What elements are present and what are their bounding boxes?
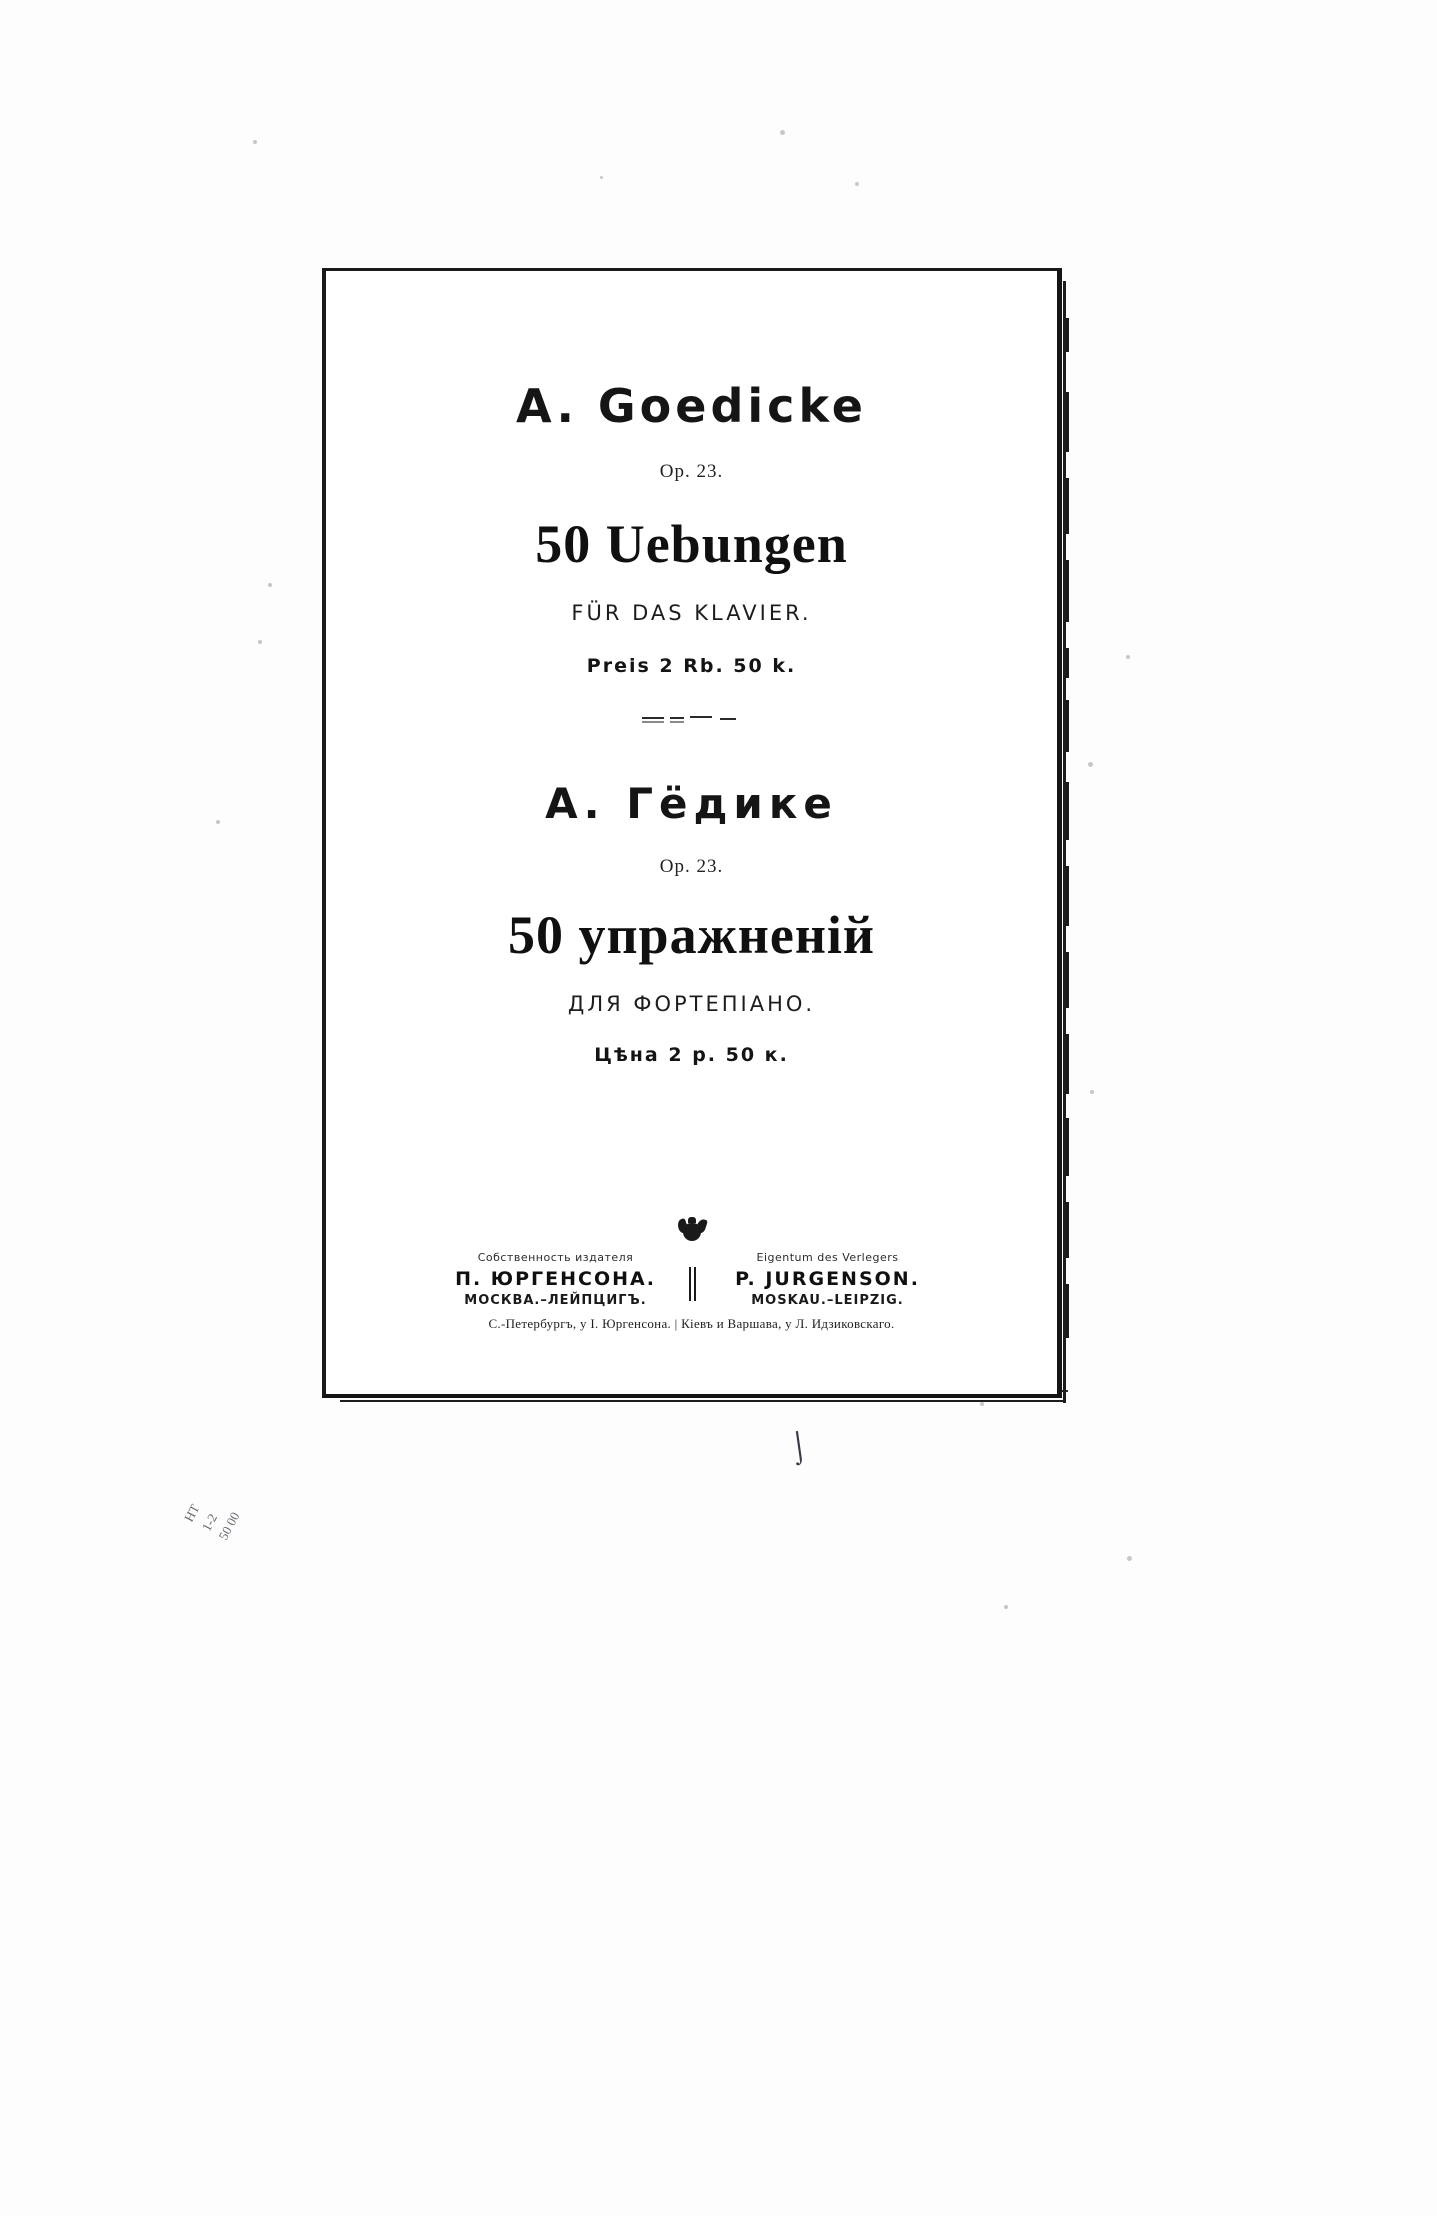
instrument-subtitle-latin: FÜR DAS KLAVIER.	[571, 601, 812, 625]
plate-rule-fragment	[1066, 478, 1069, 534]
scan-speck	[855, 182, 859, 186]
plate-rule-fragment	[1066, 392, 1069, 452]
stamp-line-2: 1-2	[198, 1510, 220, 1534]
scan-speck	[268, 583, 272, 587]
plate-rule-fragment	[1066, 952, 1069, 1008]
scan-speck	[1004, 1605, 1008, 1609]
handwritten-pen-mark: ⌡	[787, 1428, 811, 1465]
plate-rule-fragment	[1066, 782, 1069, 840]
stamp-line-3: 50 00	[215, 1509, 243, 1543]
stamp-line-1: НТ	[181, 1501, 203, 1525]
ownership-note-german: Eigentum des Verlegers	[756, 1251, 899, 1264]
work-title-latin: 50 Uebungen	[535, 514, 848, 574]
plate-rule-fragment	[1066, 1202, 1069, 1258]
price-latin: Preis 2 Rb. 50 k.	[586, 655, 797, 677]
ornamental-divider	[632, 711, 752, 725]
scan-speck	[600, 176, 603, 179]
publisher-column-german	[703, 1251, 953, 1308]
composer-name-cyrillic: А. Гёдике	[545, 779, 838, 828]
scan-speck	[216, 820, 220, 824]
publisher-divider	[681, 1251, 703, 1308]
publisher-name-german: P. JURGENSON.	[735, 1268, 920, 1290]
scan-speck	[1126, 655, 1130, 659]
plate-rule-fragment	[1066, 318, 1069, 352]
opus-number-latin: Op. 23.	[659, 461, 724, 482]
scan-speck	[1090, 1090, 1094, 1094]
price-cyrillic: Цѣна 2 р. 50 к.	[594, 1044, 789, 1066]
plate-rule-fragment	[1066, 560, 1069, 622]
publisher-columns	[326, 1251, 1057, 1308]
scan-speck	[780, 130, 785, 135]
plate-rule-fragment	[1066, 700, 1069, 752]
plate-rule-fragment	[1066, 1118, 1069, 1176]
plate-rule-fragment	[1066, 1034, 1069, 1094]
agent-footline: С.-Петербургъ, у І. Юргенсона. | Кіевъ и Варшава, у Л. Идзиковскаго.	[488, 1316, 895, 1331]
composer-name-latin: A. Goedicke	[515, 379, 868, 433]
scan-speck	[1088, 762, 1093, 767]
work-title-cyrillic: 50 упражненій	[507, 905, 876, 965]
scan-speck	[980, 1402, 984, 1406]
publisher-column-russian	[431, 1251, 681, 1308]
imperial-eagle-icon	[679, 1217, 705, 1247]
title-plate	[322, 268, 1062, 1398]
publisher-block	[326, 1217, 1057, 1332]
scan-speck	[1127, 1556, 1132, 1561]
publisher-cities-russian: МОСКВА.–ЛЕЙПЦИГЪ.	[464, 1293, 647, 1308]
title-plate-content	[326, 271, 1057, 1066]
scan-speck	[258, 640, 262, 644]
publisher-name-russian: П. ЮРГЕНСОНА.	[455, 1268, 656, 1290]
opus-number-cyrillic: Op. 23.	[659, 856, 724, 877]
ownership-note-russian: Собственность издателя	[477, 1251, 634, 1264]
scan-speck	[253, 140, 257, 144]
library-stamp-mark	[179, 1437, 302, 1560]
plate-rule-fragment	[1066, 866, 1069, 926]
plate-rule-fragment	[1066, 1284, 1069, 1338]
publisher-cities-german: MOSKAU.–LEIPZIG.	[751, 1293, 904, 1308]
instrument-subtitle-cyrillic: ДЛЯ ФОРТЕПІАНО.	[567, 992, 816, 1016]
plate-rule-fragment	[1066, 648, 1069, 678]
